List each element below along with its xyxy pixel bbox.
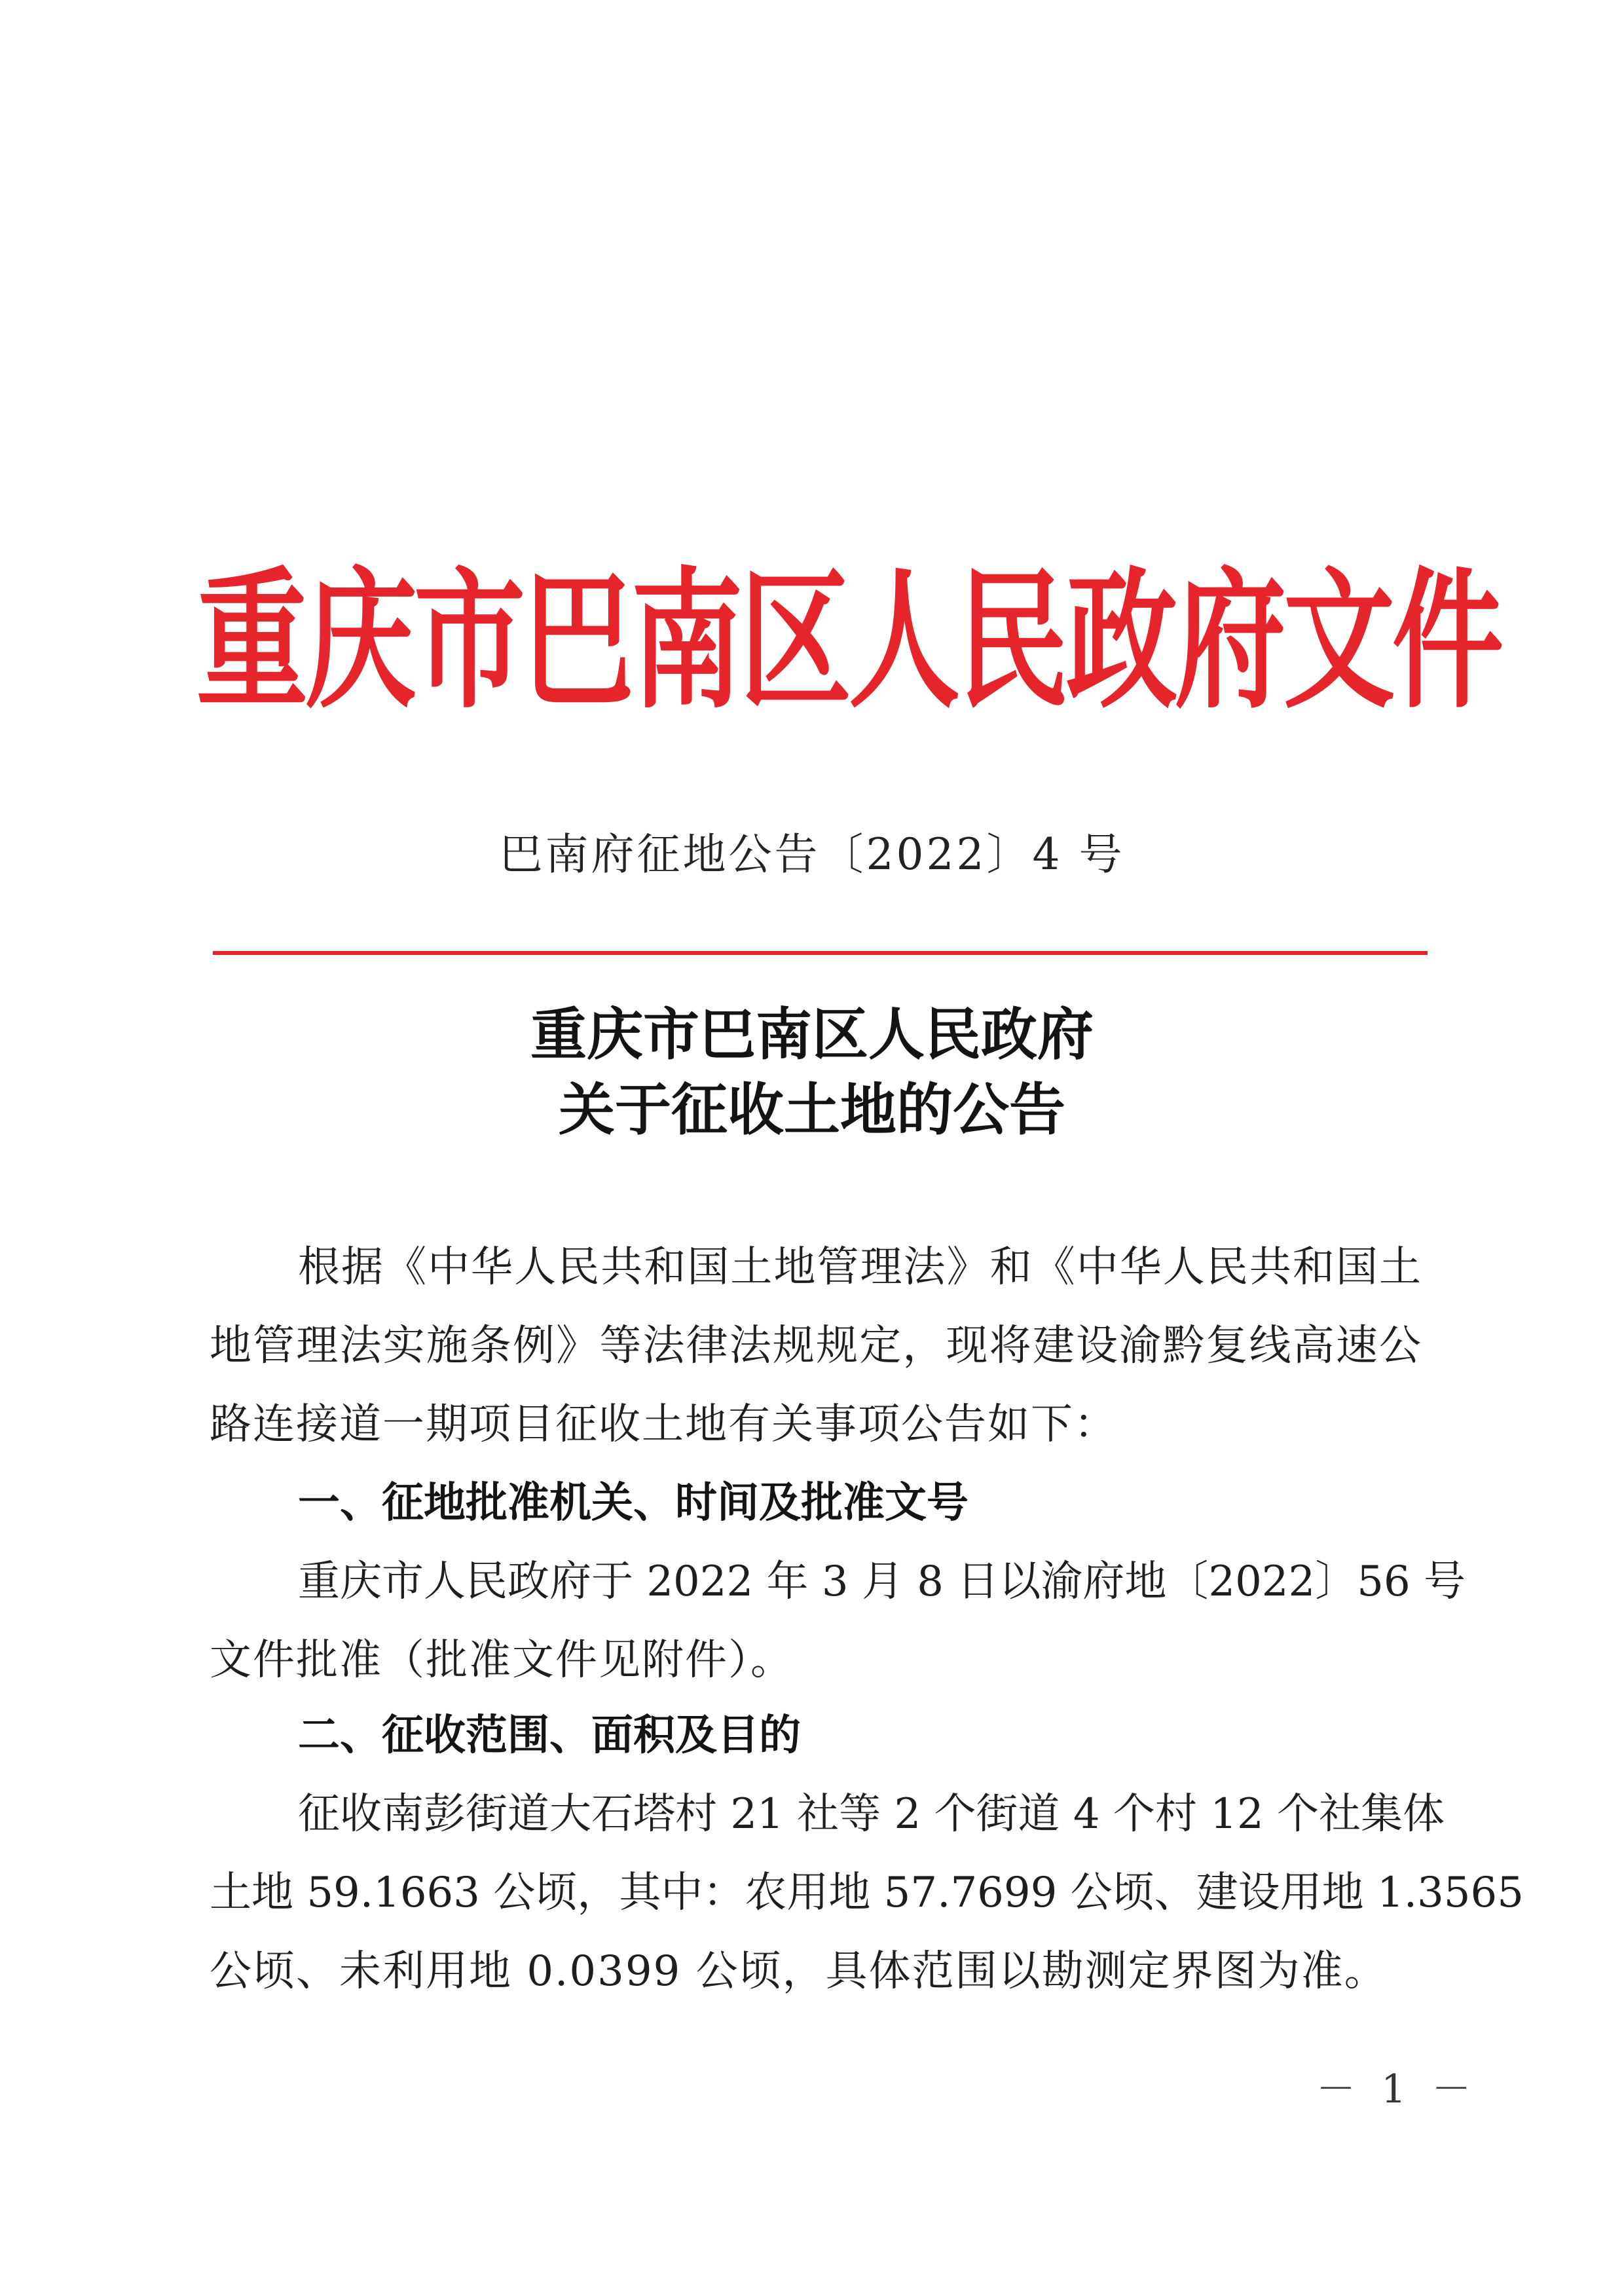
intro-line-3: 路连接道一期项目征收土地有关事项公告如下： xyxy=(210,1400,1117,1449)
document-number: 巴南府征地公告〔2022〕4 号 xyxy=(499,829,1125,880)
page-number: － 1 － xyxy=(1316,2066,1478,2112)
intro-line-2: 地管理法实施条例》等法律法规规定，现将建设渝黔复线高速公 xyxy=(210,1322,1421,1370)
section-1-line-2: 文件批准（批准文件见附件）。 xyxy=(210,1636,794,1685)
masthead-title: 重庆市巴南区人民政府文件 xyxy=(196,554,1502,730)
notice-title-line-2: 关于征收土地的公告 xyxy=(559,1077,1065,1143)
section-1-line-1: 重庆市人民政府于 2022 年 3 月 8 日以渝府地〔2022〕56 号 xyxy=(298,1558,1466,1606)
section-2-heading: 二、征收范围、面积及目的 xyxy=(298,1711,801,1760)
intro-line-1: 根据《中华人民共和国土地管理法》和《中华人民共和国土 xyxy=(298,1243,1421,1292)
red-separator-rule xyxy=(213,951,1428,955)
section-2-line-1: 征收南彭街道大石塔村 21 社等 2 个街道 4 个村 12 个社集体 xyxy=(298,1790,1445,1838)
section-2-line-2: 土地 59.1663 公顷，其中：农用地 57.7699 公顷、建设用地 1.3565 xyxy=(210,1869,1524,1917)
notice-title-line-1: 重庆市巴南区人民政府 xyxy=(530,1002,1094,1068)
section-2-line-3: 公顷、未利用地 0.0399 公顷，具体范围以勘测定界图为准。 xyxy=(210,1947,1388,1996)
section-1-heading: 一、征地批准机关、时间及批准文号 xyxy=(298,1479,969,1527)
